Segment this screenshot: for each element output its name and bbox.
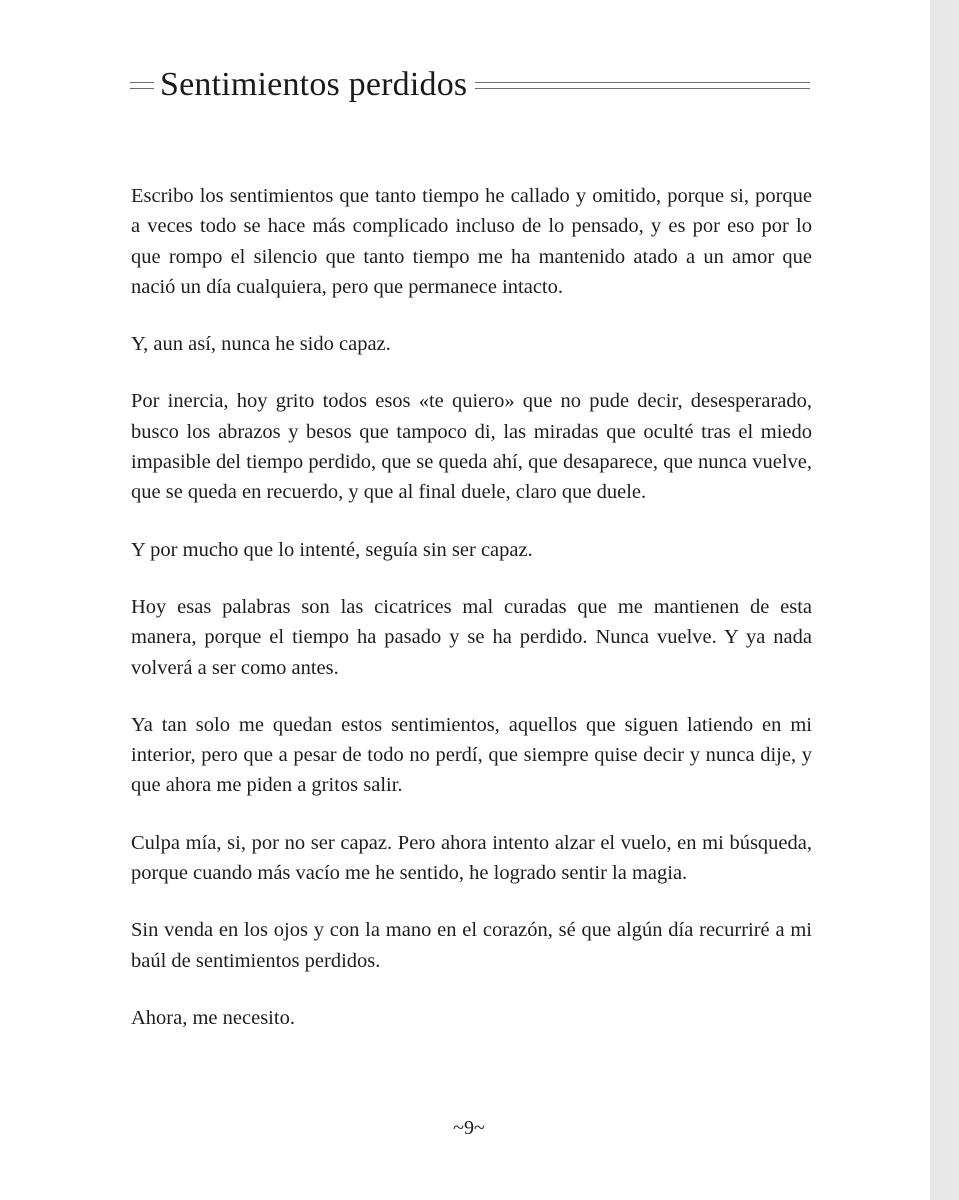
paragraph-3: Por inercia, hoy grito todos esos «te quiero» que no pude decir, desesperarado, busco los abrazos y besos que tampoco di, las miradas que oculté tras el miedo impasible del tiempo perdido, que se queda ahí, que desaparece, que nunca vuelve, que se queda en recuerdo, y que al final duele, claro que duele.	[131, 390, 812, 504]
page-number: ~9~	[453, 1117, 485, 1139]
paragraph-8: Sin venda en los ojos y con la mano en el corazón, sé que algún día recurriré a mi baúl de sentimientos perdidos.	[131, 919, 812, 972]
paragraph-4: Y por mucho que lo intenté, seguía sin ser capaz.	[131, 538, 533, 561]
paragraph-6: Ya tan solo me quedan estos sentimientos, aquellos que siguen latiendo en mi interior, pero que a pesar de todo no perdí, que siempre quise decir y nunca dije, y que ahora me piden a gritos salir.	[131, 713, 812, 797]
paragraph-9: Ahora, me necesito.	[131, 1006, 295, 1029]
paragraph-5: Hoy esas palabras son las cicatrices mal curadas que me mantienen de esta manera, porque el tiempo ha pasado y se ha perdido. Nunca vuelve. Y ya nada volverá a ser como antes.	[131, 595, 812, 679]
chapter-body	[131, 181, 812, 1060]
side-margin-strip	[930, 0, 959, 1200]
paragraph-2: Y, aun así, nunca he sido capaz.	[131, 333, 391, 356]
title-rule-right	[475, 82, 810, 89]
chapter-title: Sentimientos perdidos	[160, 66, 468, 103]
title-rule-left	[130, 82, 154, 89]
chapter-header	[130, 57, 810, 113]
paragraph-7: Culpa mía, si, por no ser capaz. Pero ahora intento alzar el vuelo, en mi búsqueda, porque cuando más vacío me he sentido, he logrado sentir la magia.	[131, 831, 812, 885]
paragraph-1: Escribo los sentimientos que tanto tiempo he callado y omitido, porque si, porque a veces todo se hace más complicado incluso de lo pensado, y es por eso por lo que rompo el silencio que tanto tiempo me ha mantenido atado a un amor que nació un día cualquiera, pero que permanece intacto.	[131, 185, 812, 298]
